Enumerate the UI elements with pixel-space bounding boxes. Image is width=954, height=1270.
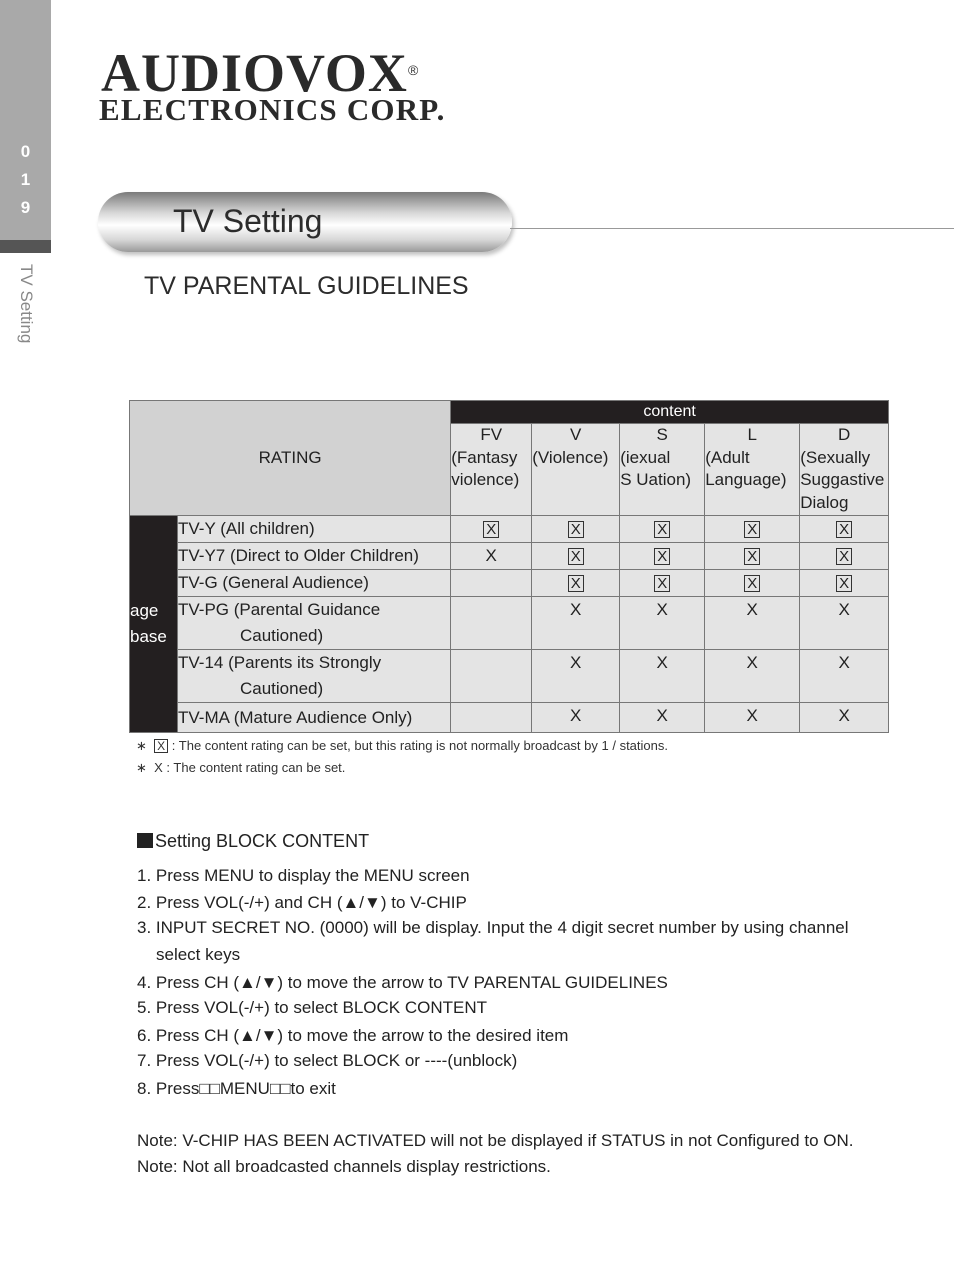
boxed-x-mark: X bbox=[744, 521, 760, 538]
boxed-x-mark: X bbox=[744, 548, 760, 565]
rating-cell bbox=[451, 543, 532, 570]
rating-cell bbox=[620, 570, 705, 597]
boxed-x-mark: X bbox=[836, 521, 852, 538]
rating-cell bbox=[705, 570, 800, 597]
rating-cell bbox=[532, 516, 620, 543]
step-item: 7. Press VOL(-/+) to select BLOCK or ----(unblock) bbox=[137, 1051, 518, 1070]
rating-cell bbox=[800, 597, 889, 650]
x-legend: X bbox=[154, 760, 163, 775]
age-base-label: age base bbox=[130, 516, 178, 733]
boxed-x-mark: X bbox=[568, 548, 584, 565]
page-number-digit: 0 bbox=[20, 142, 31, 161]
bullet-square-icon bbox=[137, 833, 153, 848]
boxed-x-mark: X bbox=[744, 575, 760, 592]
boxed-x-mark: X bbox=[654, 548, 670, 565]
rating-row bbox=[130, 516, 889, 543]
sidebar-accent bbox=[0, 240, 51, 253]
rating-cell bbox=[451, 516, 532, 543]
rating-row bbox=[130, 597, 889, 650]
boxed-x-mark: X bbox=[654, 575, 670, 592]
x-mark: X bbox=[485, 546, 497, 565]
step-item: 6. Press CH (▲/▼) to move the arrow to the desired item bbox=[137, 1026, 569, 1045]
rating-cell bbox=[532, 597, 620, 650]
rating-cell bbox=[800, 650, 889, 703]
step-item-continued: select keys bbox=[156, 945, 241, 964]
column-header-l: L (Adult Language) bbox=[705, 424, 800, 516]
rating-row bbox=[130, 570, 889, 597]
boxed-x-mark: X bbox=[568, 521, 584, 538]
column-header-d: D (Sexually Suggastive Dialog bbox=[800, 424, 889, 516]
step-item: 5. Press VOL(-/+) to select BLOCK CONTENT bbox=[137, 998, 488, 1017]
rating-row bbox=[130, 543, 889, 570]
rating-cell bbox=[620, 597, 705, 650]
x-mark: X bbox=[838, 653, 850, 672]
note: Note: V-CHIP HAS BEEN ACTIVATED will not be displayed if STATUS in not Configured to ON. bbox=[137, 1131, 854, 1150]
step-item: 2. Press VOL(-/+) and CH (▲/▼) to V-CHIP bbox=[137, 893, 467, 912]
column-header-fv: FV (Fantasy violence) bbox=[451, 424, 532, 516]
rating-cell bbox=[620, 703, 705, 733]
rating-cell bbox=[800, 570, 889, 597]
rating-cell bbox=[620, 650, 705, 703]
section-title: TV PARENTAL GUIDELINES bbox=[144, 272, 469, 300]
x-mark: X bbox=[746, 653, 758, 672]
rating-cell bbox=[800, 516, 889, 543]
boxed-x-mark: X bbox=[836, 575, 852, 592]
boxed-x-mark: X bbox=[836, 548, 852, 565]
block-content-title: Setting BLOCK CONTENT bbox=[137, 831, 369, 852]
rating-cell bbox=[705, 703, 800, 733]
rating-cell bbox=[532, 650, 620, 703]
step-item: 8. Press□□MENU□□to exit bbox=[137, 1079, 336, 1098]
x-mark: X bbox=[570, 600, 582, 619]
divider bbox=[510, 228, 954, 229]
x-mark: X bbox=[838, 600, 850, 619]
x-mark: X bbox=[746, 600, 758, 619]
rating-header: RATING bbox=[130, 401, 451, 516]
column-header-v: V (Violence) bbox=[532, 424, 620, 516]
rating-name: TV-G (General Audience) bbox=[178, 570, 451, 597]
sidebar-section-label: TV Setting bbox=[17, 264, 36, 344]
rating-cell bbox=[800, 543, 889, 570]
column-header-s: S (iexual S Uation) bbox=[620, 424, 705, 516]
rating-name: TV-MA (Mature Audience Only) bbox=[178, 703, 451, 733]
rating-name: TV-14 (Parents its Strongly Cautioned) bbox=[178, 650, 451, 703]
company-logo-subtitle: ELECTRONICS CORP. bbox=[99, 92, 446, 127]
x-mark: X bbox=[746, 706, 758, 725]
boxed-x-mark: X bbox=[568, 575, 584, 592]
step-item: 4. Press CH (▲/▼) to move the arrow to TV PARENTAL GUIDELINES bbox=[137, 973, 668, 992]
boxed-x-mark: X bbox=[483, 521, 499, 538]
rating-cell bbox=[451, 703, 532, 733]
content-header: content bbox=[451, 401, 889, 424]
rating-row bbox=[130, 650, 889, 703]
rating-cell bbox=[451, 650, 532, 703]
rating-cell bbox=[620, 516, 705, 543]
note: Note: Not all broadcasted channels display restrictions. bbox=[137, 1157, 551, 1176]
boxed-x-legend: X bbox=[154, 739, 168, 753]
rating-cell bbox=[705, 597, 800, 650]
x-mark: X bbox=[570, 706, 582, 725]
rating-cell bbox=[705, 516, 800, 543]
x-mark: X bbox=[838, 706, 850, 725]
rating-name: TV-Y7 (Direct to Older Children) bbox=[178, 543, 451, 570]
page-title: TV Setting bbox=[173, 203, 323, 239]
rating-cell bbox=[620, 543, 705, 570]
company-logo: AUDIOVOX bbox=[101, 43, 408, 103]
page-number-digit: 1 bbox=[20, 170, 31, 189]
rating-cell bbox=[532, 703, 620, 733]
x-mark: X bbox=[656, 706, 668, 725]
rating-cell bbox=[532, 543, 620, 570]
step-item: 1. Press MENU to display the MENU screen bbox=[137, 866, 470, 885]
x-mark: X bbox=[656, 600, 668, 619]
rating-cell bbox=[532, 570, 620, 597]
rating-cell bbox=[705, 543, 800, 570]
rating-cell bbox=[705, 650, 800, 703]
rating-cell bbox=[451, 570, 532, 597]
x-mark: X bbox=[570, 653, 582, 672]
rating-name: TV-PG (Parental Guidance Cautioned) bbox=[178, 597, 451, 650]
x-mark: X bbox=[656, 653, 668, 672]
rating-cell bbox=[451, 597, 532, 650]
table-footnote: ∗ X : The content rating can be set. bbox=[136, 760, 346, 775]
registered-mark: ® bbox=[408, 62, 419, 78]
boxed-x-mark: X bbox=[654, 521, 670, 538]
page-number-digit: 9 bbox=[20, 198, 31, 217]
rating-cell bbox=[800, 703, 889, 733]
rating-name: TV-Y (All children) bbox=[178, 516, 451, 543]
step-item: 3. INPUT SECRET NO. (0000) will be display. Input the 4 digit secret number by using channel bbox=[137, 918, 849, 937]
table-footnote: ∗ X : The content rating can be set, but this rating is not normally broadcast by 1 / stations. bbox=[136, 738, 668, 753]
rating-row bbox=[130, 703, 889, 733]
parental-guidelines-table bbox=[129, 400, 889, 733]
